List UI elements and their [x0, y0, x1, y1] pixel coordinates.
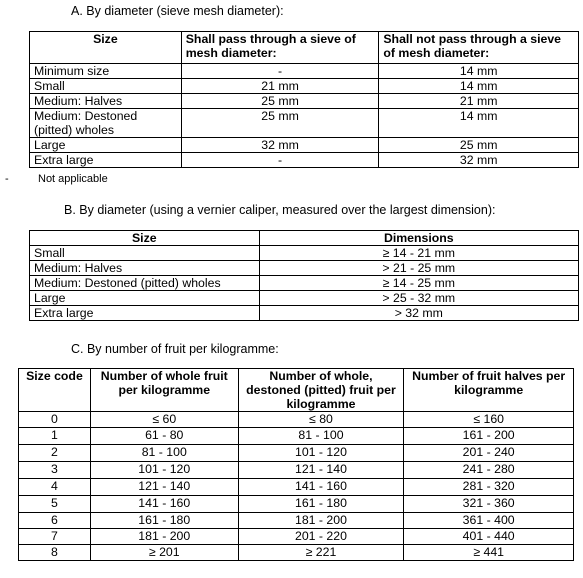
- count-table-header: [19, 369, 574, 412]
- table-row: [30, 153, 579, 168]
- size-code-cell: 3: [19, 462, 91, 479]
- halves-cell: ≤ 160: [404, 412, 574, 428]
- not-pass-cell: 14 mm: [379, 64, 579, 79]
- size-code-cell: 2: [19, 445, 91, 462]
- section-a-heading: A. By diameter (sieve mesh diameter):: [71, 4, 284, 18]
- size-code-cell: 4: [19, 479, 91, 496]
- whole-cell: 121 - 140: [90, 479, 238, 496]
- not-pass-cell: 25 mm: [379, 138, 579, 153]
- dimensions-cell: ≥ 14 - 21 mm: [259, 246, 578, 261]
- header-destoned-fruit: Number of whole, destoned (pitted) fruit per kilogramme: [238, 369, 404, 412]
- table-row: [30, 246, 579, 261]
- note-text: Not applicable: [38, 173, 108, 185]
- header-pass: Shall pass through a sieve of mesh diameter:: [181, 32, 379, 64]
- table-row: [19, 545, 574, 561]
- whole-cell: 61 - 80: [90, 428, 238, 445]
- header-dimensions: Dimensions: [259, 231, 578, 246]
- halves-cell: 361 - 400: [404, 513, 574, 529]
- whole-cell: 81 - 100: [90, 445, 238, 462]
- size-cell: Extra large: [30, 153, 182, 168]
- size-cell: Small: [30, 246, 260, 261]
- header-size-code: Size code: [19, 369, 91, 412]
- not-pass-cell: 32 mm: [379, 153, 579, 168]
- table-row: [30, 138, 579, 153]
- destoned-cell: 161 - 180: [238, 496, 404, 513]
- whole-cell: 181 - 200: [90, 529, 238, 545]
- destoned-cell: 81 - 100: [238, 428, 404, 445]
- pass-cell: 25 mm: [181, 94, 379, 109]
- table-row: [19, 462, 574, 479]
- destoned-cell: 201 - 220: [238, 529, 404, 545]
- halves-cell: 241 - 280: [404, 462, 574, 479]
- header-whole-fruit: Number of whole fruit per kilogramme: [90, 369, 238, 412]
- whole-cell: ≥ 201: [90, 545, 238, 561]
- pass-cell: 25 mm: [181, 109, 379, 138]
- table-row: [30, 64, 579, 79]
- note-dash: -: [5, 173, 9, 185]
- table-row: [30, 79, 579, 94]
- size-cell: Small: [30, 79, 182, 94]
- size-code-cell: 6: [19, 513, 91, 529]
- size-cell: Medium: Halves: [30, 261, 260, 276]
- pass-cell: -: [181, 153, 379, 168]
- halves-cell: 161 - 200: [404, 428, 574, 445]
- size-cell: Medium: Halves: [30, 94, 182, 109]
- destoned-cell: ≤ 80: [238, 412, 404, 428]
- not-pass-cell: 21 mm: [379, 94, 579, 109]
- halves-cell: 321 - 360: [404, 496, 574, 513]
- sieve-table: [29, 31, 579, 168]
- table-row: [19, 479, 574, 496]
- dimensions-cell: > 32 mm: [259, 306, 578, 321]
- halves-cell: ≥ 441: [404, 545, 574, 561]
- dimensions-cell: > 25 - 32 mm: [259, 291, 578, 306]
- sieve-table-header: [30, 32, 579, 64]
- table-row: [19, 496, 574, 513]
- table-row: [19, 412, 574, 428]
- table-row: [19, 513, 574, 529]
- whole-cell: 141 - 160: [90, 496, 238, 513]
- size-code-cell: 0: [19, 412, 91, 428]
- size-cell: Medium: Destoned (pitted) wholes: [30, 109, 182, 138]
- section-c-heading: C. By number of fruit per kilogramme:: [71, 342, 279, 356]
- size-code-cell: 5: [19, 496, 91, 513]
- size-code-cell: 1: [19, 428, 91, 445]
- halves-cell: 281 - 320: [404, 479, 574, 496]
- destoned-cell: 101 - 120: [238, 445, 404, 462]
- size-cell: Minimum size: [30, 64, 182, 79]
- size-code-cell: 8: [19, 545, 91, 561]
- table-row: [19, 445, 574, 462]
- header-size: Size: [30, 231, 260, 246]
- destoned-cell: 121 - 140: [238, 462, 404, 479]
- not-pass-cell: 14 mm: [379, 79, 579, 94]
- table-row: [30, 291, 579, 306]
- destoned-cell: ≥ 221: [238, 545, 404, 561]
- table-row: [30, 306, 579, 321]
- size-cell: Large: [30, 138, 182, 153]
- section-b-heading: B. By diameter (using a vernier caliper, measured over the largest dimension):: [64, 203, 496, 217]
- dimensions-cell: ≥ 14 - 25 mm: [259, 276, 578, 291]
- whole-cell: ≤ 60: [90, 412, 238, 428]
- dimensions-cell: > 21 - 25 mm: [259, 261, 578, 276]
- size-code-cell: 7: [19, 529, 91, 545]
- pass-cell: -: [181, 64, 379, 79]
- table-row: [30, 261, 579, 276]
- size-cell: Medium: Destoned (pitted) wholes: [30, 276, 260, 291]
- count-table: [18, 368, 574, 561]
- whole-cell: 101 - 120: [90, 462, 238, 479]
- halves-cell: 201 - 240: [404, 445, 574, 462]
- table-row: [30, 109, 579, 138]
- pass-cell: 32 mm: [181, 138, 379, 153]
- not-pass-cell: 14 mm: [379, 109, 579, 138]
- destoned-cell: 181 - 200: [238, 513, 404, 529]
- pass-cell: 21 mm: [181, 79, 379, 94]
- caliper-table: [29, 230, 579, 321]
- header-halves: Number of fruit halves per kilogramme: [404, 369, 574, 412]
- header-not-pass: Shall not pass through a sieve of mesh diameter:: [379, 32, 579, 64]
- table-row: [19, 529, 574, 545]
- destoned-cell: 141 - 160: [238, 479, 404, 496]
- size-cell: Extra large: [30, 306, 260, 321]
- size-cell: Large: [30, 291, 260, 306]
- table-row: [30, 94, 579, 109]
- halves-cell: 401 - 440: [404, 529, 574, 545]
- caliper-table-header: [30, 231, 579, 246]
- header-size: Size: [30, 32, 182, 64]
- table-row: [19, 428, 574, 445]
- whole-cell: 161 - 180: [90, 513, 238, 529]
- table-row: [30, 276, 579, 291]
